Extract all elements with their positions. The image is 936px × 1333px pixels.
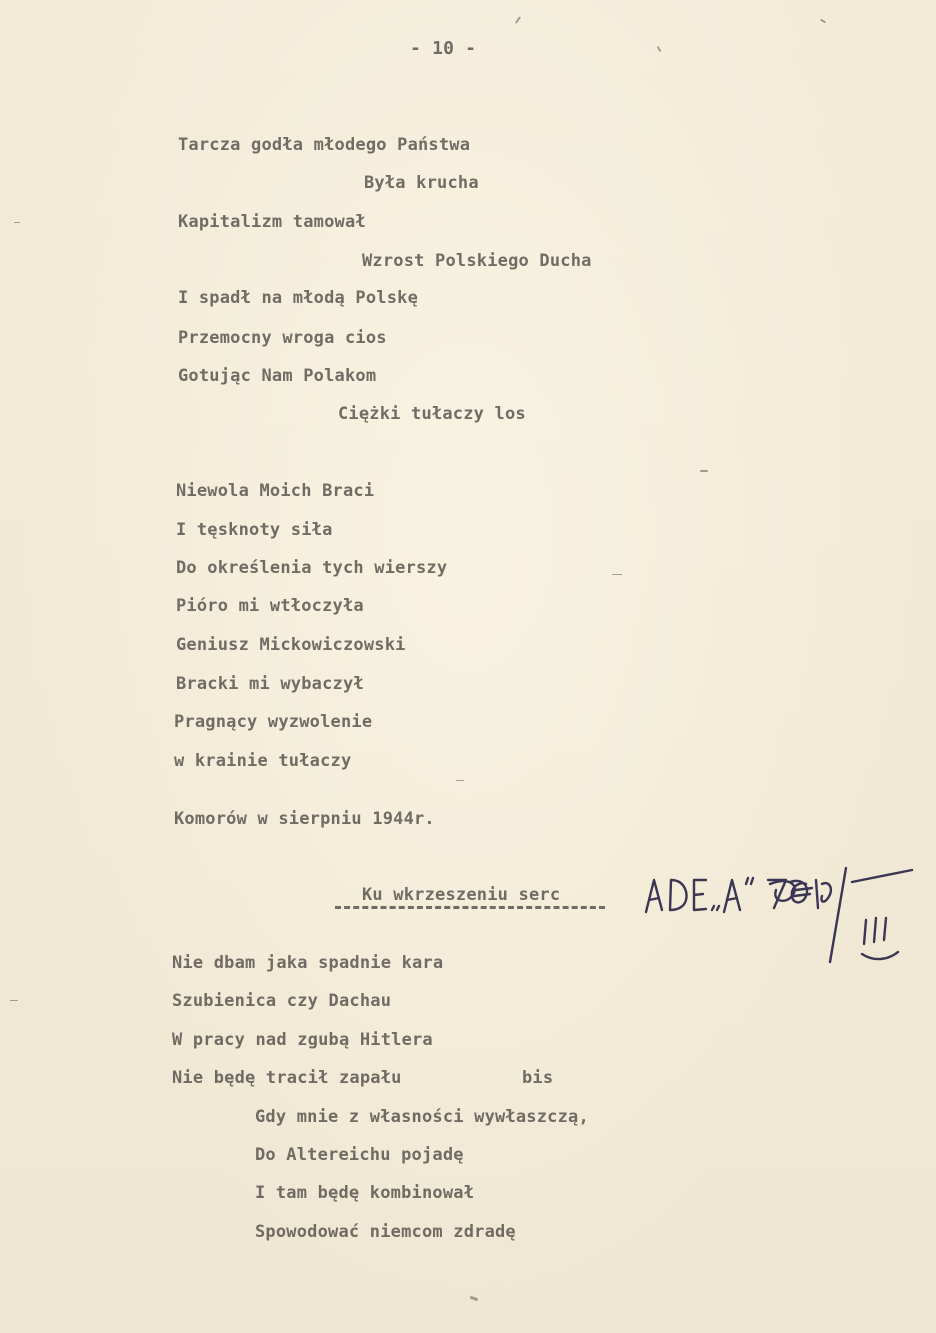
poem1-line: I tęsknoty siła bbox=[176, 520, 333, 540]
poem2-line: Gdy mnie z własności wywłaszczą, bbox=[255, 1107, 589, 1127]
poem2-line: Nie dbam jaka spadnie kara bbox=[172, 953, 444, 973]
poem2-line: Szubienica czy Dachau bbox=[172, 991, 392, 1011]
poem1-line: Kapitalizm tamował bbox=[178, 212, 366, 232]
poem2-line: Nie będę tracił zapału bbox=[172, 1068, 402, 1088]
poem2-line: I tam będę kombinował bbox=[255, 1183, 475, 1203]
poem2-title: Ku wkrzeszeniu serc bbox=[362, 885, 561, 905]
paper-speck bbox=[612, 574, 622, 575]
paper-speck bbox=[515, 16, 521, 24]
paper-speck bbox=[14, 222, 20, 223]
poem1-line: I spadł na młodą Polskę bbox=[178, 288, 419, 308]
poem2-line: W pracy nad zgubą Hitlera bbox=[172, 1030, 433, 1050]
poem2-line: Do Altereichu pojadę bbox=[255, 1145, 464, 1165]
poem1-signature: Komorów w sierpniu 1944r. bbox=[174, 809, 435, 829]
poem1-line: Tarcza godła młodego Państwa bbox=[178, 135, 471, 155]
poem2-line: Spowodować niemcom zdradę bbox=[255, 1222, 516, 1242]
poem1-line: Niewola Moich Braci bbox=[176, 481, 375, 501]
poem1-line: Geniusz Mickowiczowski bbox=[176, 635, 406, 655]
handwritten-archive-mark bbox=[640, 862, 920, 972]
paper-speck bbox=[700, 470, 708, 472]
poem1-line: Bracki mi wybaczył bbox=[176, 674, 364, 694]
poem1-line: Pióro mi wtłoczyła bbox=[176, 596, 364, 616]
page-number: - 10 - bbox=[410, 38, 477, 59]
poem1-line: Pragnący wyzwolenie bbox=[174, 712, 373, 732]
poem2-bis: bis bbox=[522, 1068, 554, 1088]
paper-speck bbox=[820, 19, 826, 24]
poem1-line: Wzrost Polskiego Ducha bbox=[362, 251, 592, 271]
paper-speck bbox=[10, 1000, 18, 1001]
paper-speck bbox=[456, 780, 464, 781]
paper-speck bbox=[657, 46, 662, 52]
poem1-line: Przemocny wroga cios bbox=[178, 328, 387, 348]
poem1-line: Gotując Nam Polakom bbox=[178, 366, 377, 386]
poem1-line: Była krucha bbox=[364, 173, 479, 193]
paper-speck bbox=[470, 1296, 479, 1302]
title-underline bbox=[335, 906, 605, 909]
poem1-line: w krainie tułaczy bbox=[174, 751, 352, 771]
poem1-line: Ciężki tułaczy los bbox=[338, 404, 526, 424]
poem1-line: Do określenia tych wierszy bbox=[176, 558, 448, 578]
